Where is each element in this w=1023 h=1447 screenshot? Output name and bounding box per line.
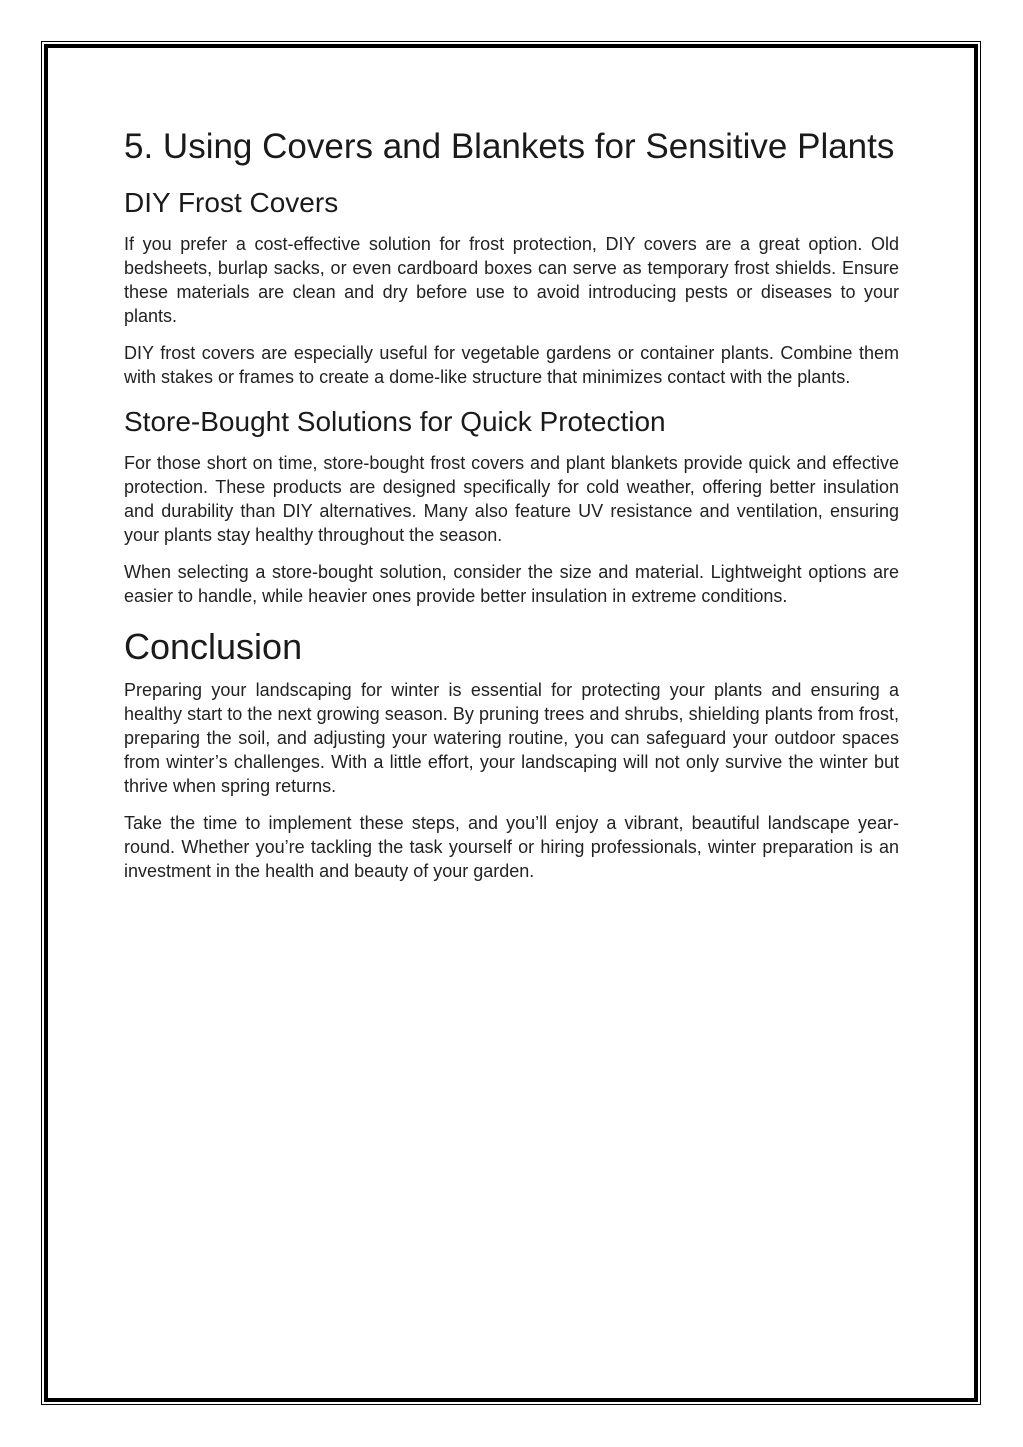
conclusion-heading: Conclusion <box>124 626 303 667</box>
page-title: 5. Using Covers and Blankets for Sensitive Plants <box>124 127 895 166</box>
section-heading-diy-frost-covers: DIY Frost Covers <box>124 187 339 218</box>
paragraph: When selecting a store-bought solution, consider the size and material. Lightweight options are easier to handle, while heavier ones provide better insulation in extreme conditions. <box>124 562 899 606</box>
paragraph: DIY frost covers are especially useful for vegetable gardens or container plants. Combine them with stakes or frames to create a dome-like structure that minimizes contact with the plants. <box>124 343 899 387</box>
paragraph: If you prefer a cost-effective solution for frost protection, DIY covers are a great option. Old bedsheets, burlap sacks, or even cardboard boxes can serve as temporary frost shields. Ensure these materials are clean and dry before use to avoid introducing pests or diseases to your plants. <box>124 234 899 326</box>
paragraph: Take the time to implement these steps, and you’ll enjoy a vibrant, beautiful landscape year-round. Whether you’re tackling the task yourself or hiring professionals, winter preparation is an investment in the health and beauty of your garden. <box>124 813 899 881</box>
document-content <box>124 126 899 896</box>
section-heading-store-bought: Store-Bought Solutions for Quick Protection <box>124 406 666 437</box>
paragraph: For those short on time, store-bought frost covers and plant blankets provide quick and effective protection. These products are designed specifically for cold weather, offering better insulation and durability than DIY alternatives. Many also feature UV resistance and ventilation, ensuring your plants stay healthy throughout the season. <box>124 453 899 545</box>
paragraph: Preparing your landscaping for winter is essential for protecting your plants and ensuring a healthy start to the next growing season. By pruning trees and shrubs, shielding plants from frost, preparing the soil, and adjusting your watering routine, you can safeguard your outdoor spaces from winter’s challenges. With a little effort, your landscaping will not only survive the winter but thrive when spring returns. <box>124 680 899 796</box>
